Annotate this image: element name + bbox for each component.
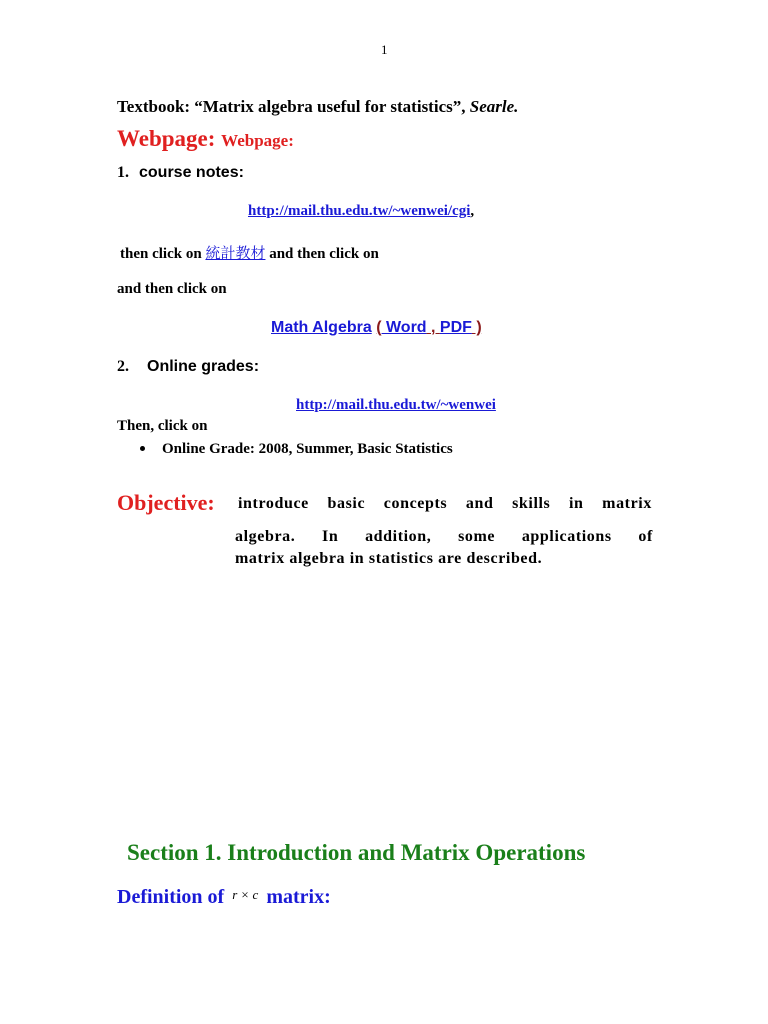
definition-math: r × c [232,887,259,902]
list-number: 1. [117,164,129,181]
online-grades-url-line [296,397,496,414]
webpage-heading [117,126,294,152]
definition-heading [117,886,331,909]
word-link[interactable]: Word [381,319,427,336]
list-item-course-notes [117,164,244,182]
course-notes-link[interactable]: http://mail.thu.edu.tw/~wenwei/cgi [248,203,471,219]
objective-word: and [465,495,494,512]
bullet-item [140,441,453,458]
webpage-heading-small: Webpage: [221,131,294,150]
close-paren: ) [471,319,482,336]
then-click-suffix: and then click on [265,246,379,262]
textbook-author: Searle. [469,97,519,116]
comma: , [426,319,440,336]
textbook-line [117,97,518,117]
online-grades-link[interactable]: http://mail.thu.edu.tw/~wenwei [296,397,496,413]
list-item-online-grades [117,358,259,376]
objective-word: algebra. [235,528,296,545]
page-number: 1 [381,42,388,57]
url-suffix: , [470,203,475,219]
and-then-line: and then click on [117,281,227,297]
objective-word: in [568,495,584,512]
then-click-line [120,242,379,263]
list-label: Online grades: [147,358,260,375]
course-notes-url-line [248,203,474,220]
objective-word: In [322,528,339,545]
then-click-prefix: then click on [120,246,206,262]
objective-line-3: matrix algebra in statistics are described. [235,550,543,567]
chinese-materials-link[interactable]: 統計教材 [205,244,266,262]
objective-word: some [458,528,496,545]
pdf-link[interactable]: PDF [439,319,472,336]
objective-word: concepts [383,495,448,512]
bullet-text: Online Grade: 2008, Summer, Basic Statistics [162,441,453,457]
math-algebra-line [271,319,482,337]
bullet-icon [140,446,145,451]
objective-line-2 [235,528,653,546]
definition-prefix: Definition of [117,886,225,908]
objective-word: skills [512,495,551,512]
open-paren: ( [376,319,382,336]
list-number: 2. [117,358,129,375]
list-label: course notes: [139,164,244,181]
objective-word: applications [521,528,612,545]
objective-heading: Objective: [117,490,215,515]
objective-word: introduce [238,495,309,512]
textbook-prefix: Textbook: “Matrix algebra useful for statistics”, [117,97,470,116]
then-click-on-line: Then, click on [117,418,208,434]
objective-word: of [638,528,653,545]
webpage-heading-large: Webpage: [117,126,216,151]
section-title: Section 1. Introduction and Matrix Operations [127,840,586,865]
definition-suffix: matrix: [266,886,331,908]
objective-word: addition, [365,528,432,545]
objective-word: basic [327,495,366,512]
objective-line-1 [238,495,652,513]
math-algebra-link[interactable]: Math Algebra [271,319,372,336]
objective-word: matrix [602,495,652,512]
